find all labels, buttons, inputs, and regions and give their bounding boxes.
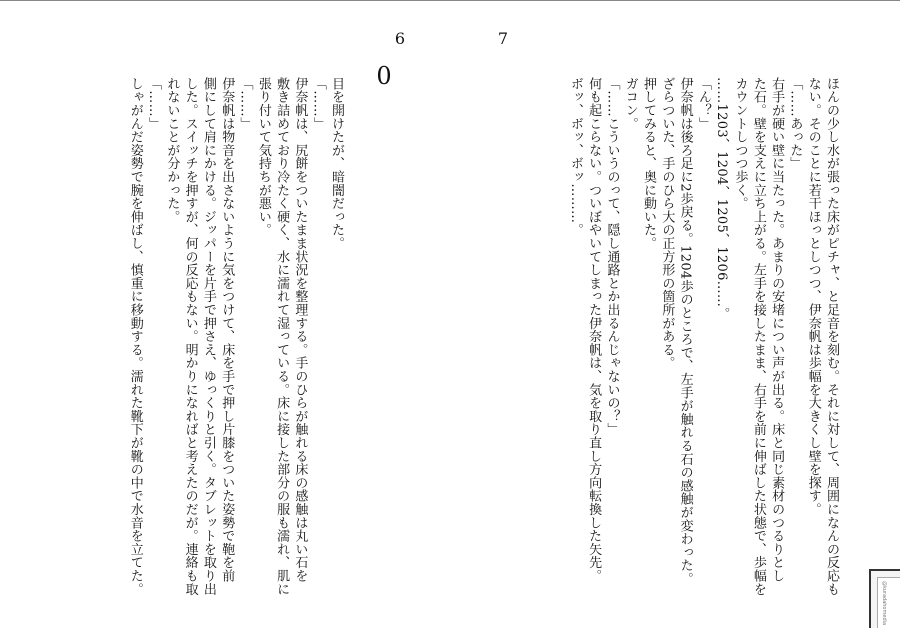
chapter-number: 0 [376, 62, 392, 90]
right-page-body-text: ほんの少し水が張った床がピチャ、と足音を刻む。それに対して、周囲になんの反応も ない。そのことに若干ほっとしつつ、伊奈帆は歩幅を大きくし壁を探す。 「……あった」 右手が硬い壁に当たった。あまりの安堵につい声が出る。床と同じ素材のつるりとし た石。壁を支えに立ち上がる。左手を接したまま、右手を前に伸ばした状態で、歩幅を カウントしつつ歩く。 ……1203、1204、1205、1206……。 「ん？」 伊奈帆は後ろ足に2歩戻る。1204歩のところで、左手が触れる石の感触が変わった。 ざらついた、手のひら大の正方形の箇所がある。 押してみると、奥に動いた。 ガコン。 「……こういうのって、隠し通路とか出るんじゃないの？」 何も起こらない。ついぼやいてしまった伊奈帆は、気を取り直し方向転換した矢先。 ボッ、ボッ、ボッ………。 [567, 77, 839, 596]
page-thumbnail[interactable] [869, 569, 900, 628]
book-spread [0, 1, 900, 628]
right-page-number: 7 [497, 29, 509, 48]
thumbnail-label: @kuradahomedia [881, 581, 887, 626]
left-page-body-text: 目を開けたが、暗闇だった。 「……」 伊奈帆は、尻餅をついたまま状況を整理する。手のひらが触れる床の感触は丸い石を 敷き詰めており冷たく硬く、水に濡れて湿っている。床に接した部分の服も濡れ、肌に 張り付いて気持ちが悪い。 「……」 伊奈帆は物音を出さないように気をつけて、床を手で押し片膝をついた姿勢で鞄を前 側にして肩にかける。ジッパーを片手で押さえ、ゆっくりと引く。タブレットを取り出 した。スイッチを押すが、何の反応もない。明かりになればと考えたのだが。連絡も取 れないことが分かった。 「……」 しゃがんだ姿勢で腕を伸ばし、慎重に移動する。濡れた靴下が靴の中で水音を立てた。 [127, 77, 344, 596]
left-page-number: 6 [394, 29, 406, 48]
